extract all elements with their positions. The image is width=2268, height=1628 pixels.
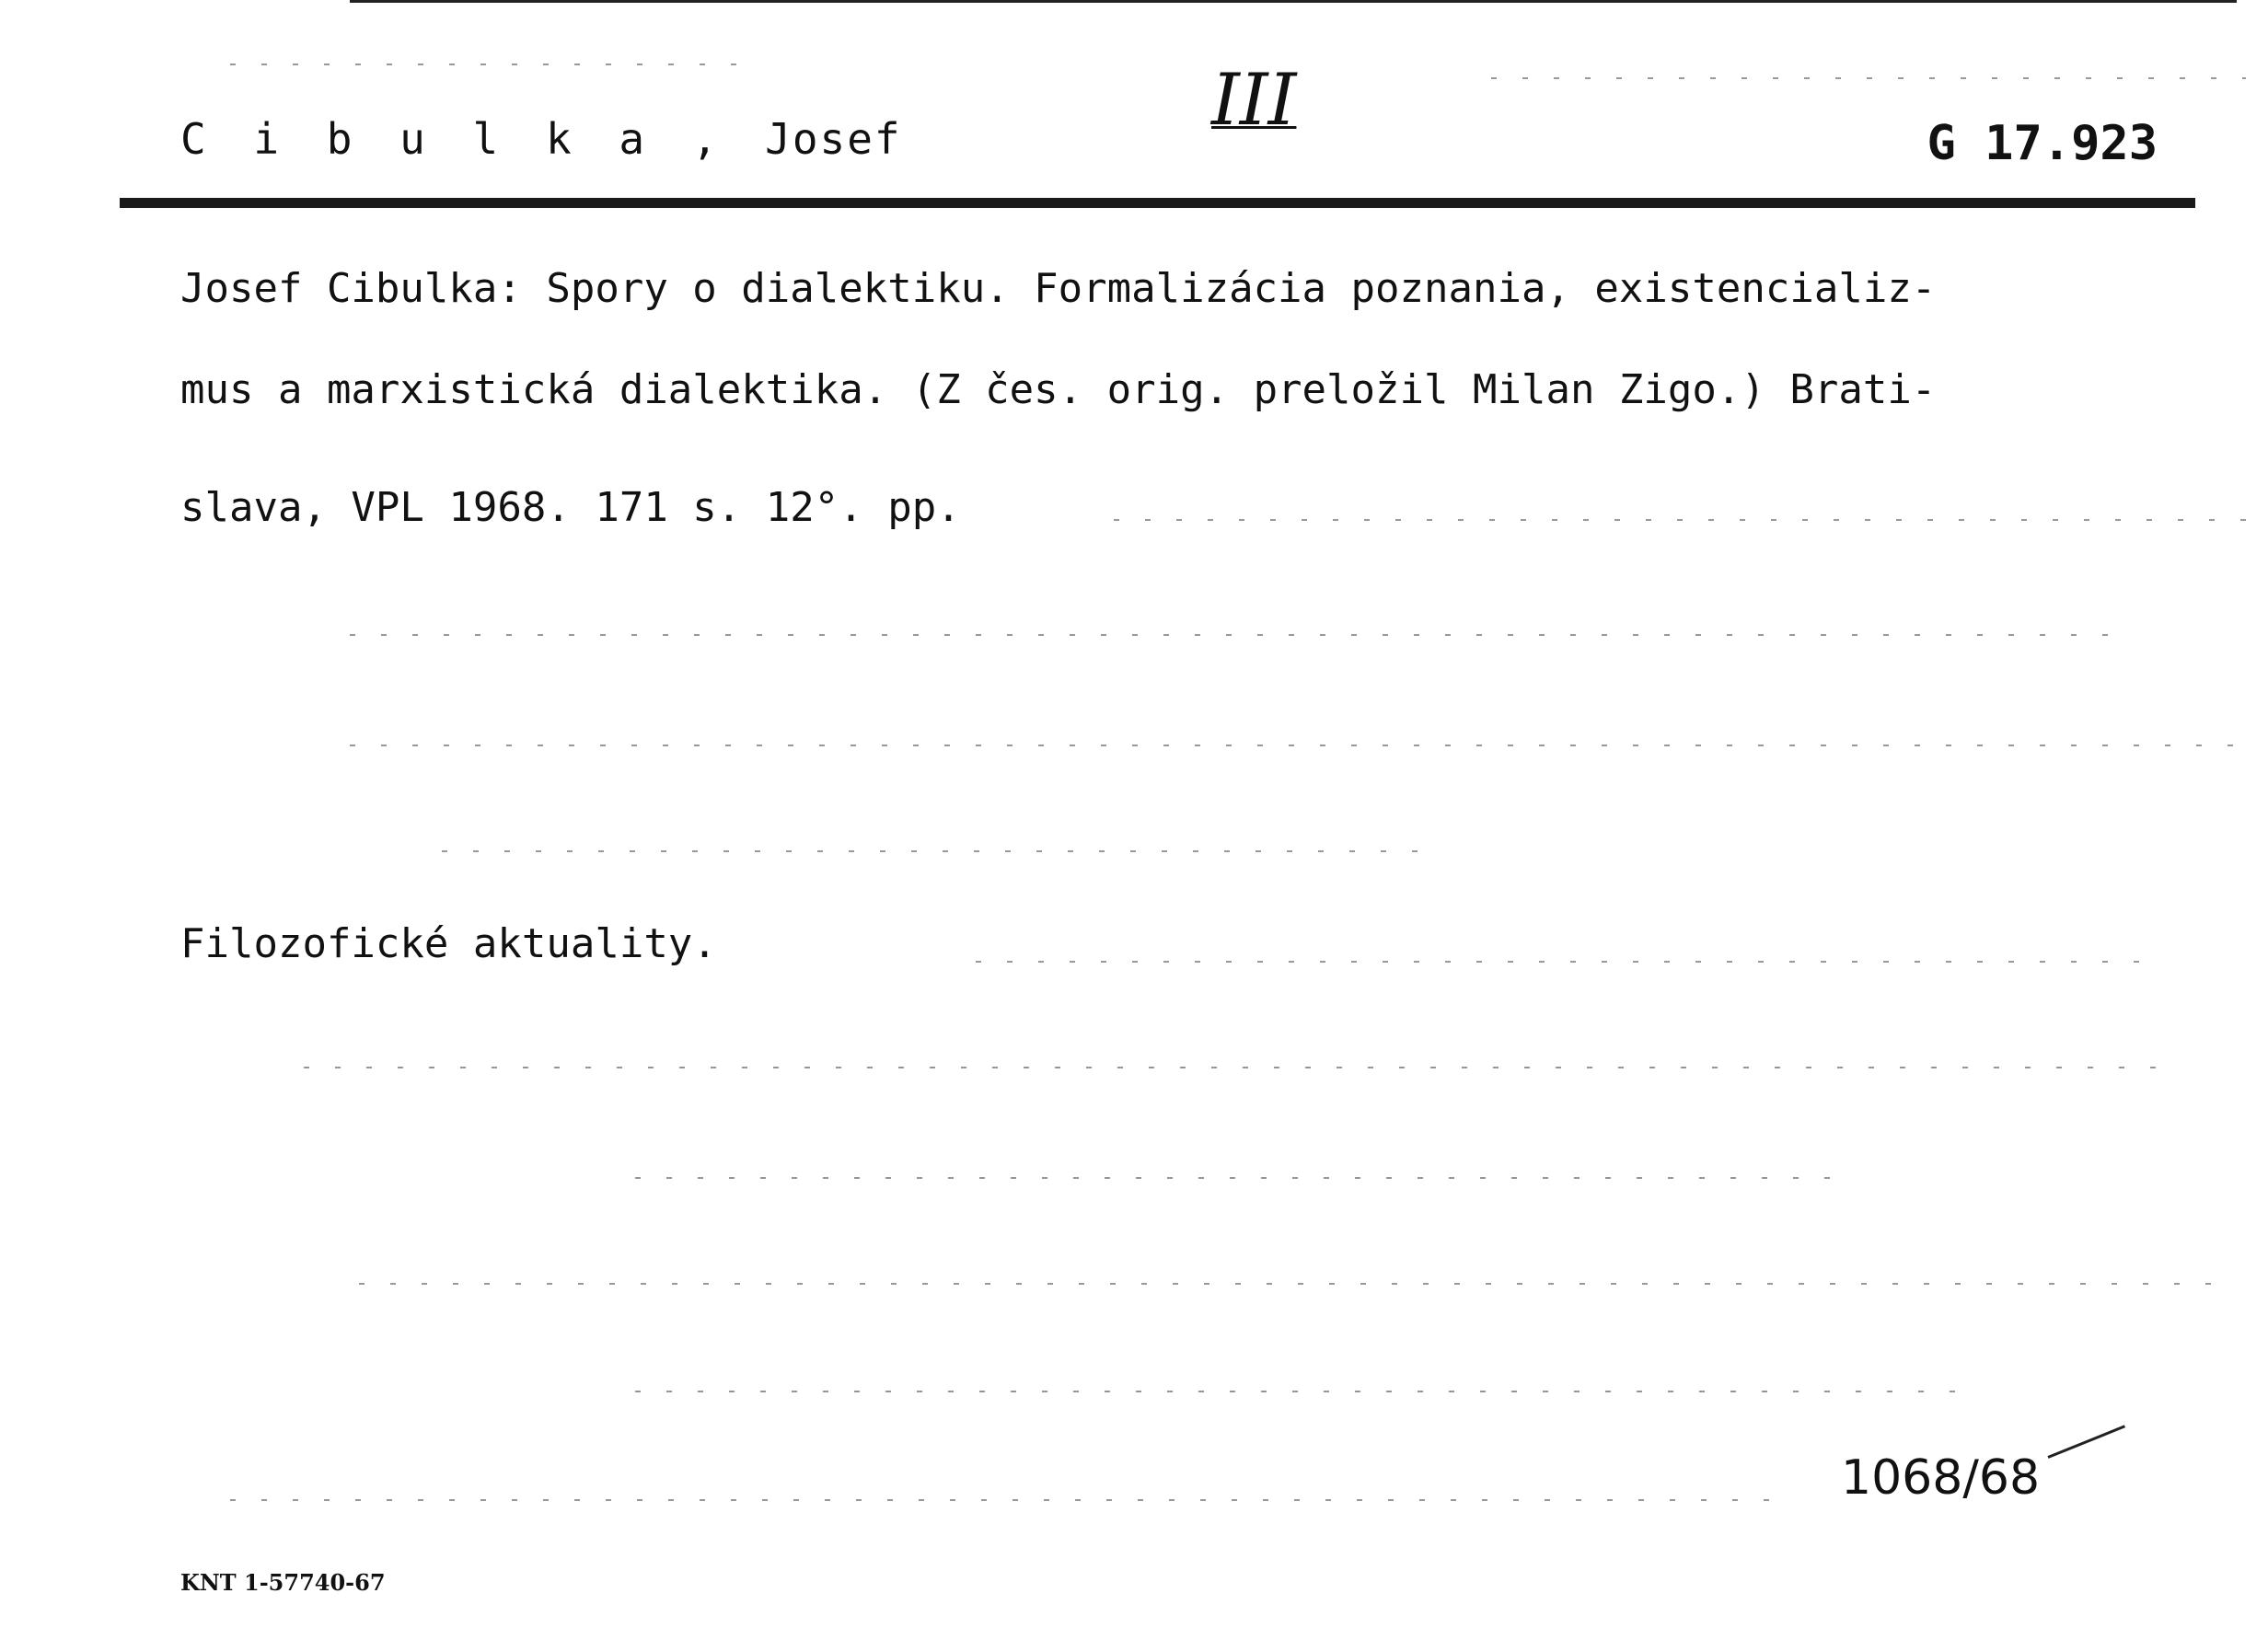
printer-imprint: KNT 1-57740-67: [180, 1569, 386, 1596]
author-surname: C i b u l k a ,: [180, 114, 729, 164]
entry-line-3: slava, VPL 1968. 171 s. 12°. pp.: [180, 484, 961, 531]
entry-line-1: Josef Cibulka: Spory o dialektiku. Formalizácia poznania, existencializ-: [180, 265, 1937, 312]
top-edge-rule: [350, 0, 2237, 3]
author-given-name: Josef: [765, 114, 902, 164]
accession-number: 1068/68: [1841, 1450, 2041, 1506]
handwritten-stroke: [2047, 1425, 2125, 1458]
roman-numeral: III: [1211, 59, 1297, 142]
author-heading: [180, 114, 902, 164]
series-note: Filozofické aktuality.: [180, 920, 717, 967]
entry-line-2: mus a marxistická dialektika. (Z čes. orig. preložil Milan Zigo.) Brati-: [180, 366, 1937, 413]
shelfmark: G 17.923: [1927, 116, 2158, 171]
heading-rule: [120, 198, 2195, 208]
